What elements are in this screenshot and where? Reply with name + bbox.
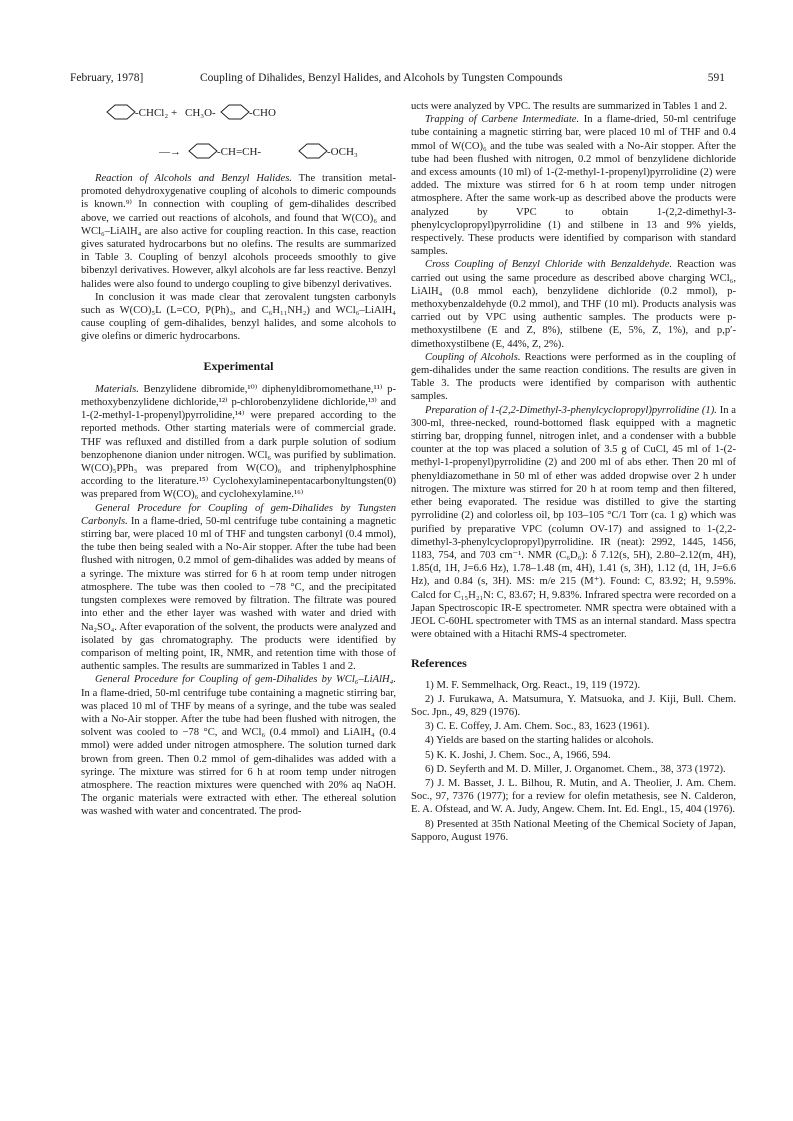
paragraph-text: Reaction was carried out using the same procedure as described above charging WCl₆, LiAlH₄ (0.8 mmol each), benzylidene dichloride (0.2 mmol), p-methoxybenzaldehyde (0.2 mmol), and THF (10 ml). Products analysis was carried out by VPC using authentic samples. The products were p-methoxystilbene (E and Z, 8%), stilbene (E, 5%, Z, 1%), and p,p′-dimethoxystilbene (E, 44%, Z, 2%). [411,259,736,350]
benzene-ring-2 [221,105,249,119]
paragraph-heading: General Procedure for Coupling of gem-Dihalides by Tungsten Carbonyls. [81,502,396,527]
header-date: February, 1978] [70,72,144,84]
paragraph-text: Reactions were performed as in the coupling of gem-dihalides under the same reaction conditions. The results are given in Table 3. The products were identified by comparison with authentic samples. [411,351,736,403]
section-title-experimental: Experimental [203,358,274,373]
paragraph-conclusion: In conclusion it was made clear that zerovalent tungsten carbonyls such as W(CO)₅L (L=CO, P(Ph)₃, and C₆H₁₁NH₂) and WCl₆–LiAlH₄ cause coupling of gem-dihalides, benzyl halides, and some alcohols to give olefins or dimeric hydrocarbons. [81,291,396,343]
scheme-text-5: -OCH₃ [327,146,358,158]
reference-item: 2) J. Furukawa, A. Matsumura, Y. Matsuoka, and J. Kiji, Bull. Chem. Soc. Jpn., 49, 829 (1976). [411,693,736,718]
references-list [411,679,736,844]
scheme-text-3: -CHO [249,107,276,119]
paragraph-text: The transition metal-promoted dehydroxygenative coupling of alcohols to dimeric compounds is known.⁹⁾ In connection with coupling of gem-dihalides described above, we carried out reactions of alcohols, and found that W(CO)₆ and WCl₆–LiAlH₄ are also active for coupling reaction. In this case, reaction gives saturated hydrocarbons but no olefins. The results are summarized in Table 3. Coupling of benzyl alcohols proceeds smoothly to give bibenzyl derivatives. However, alkyl alcohols are far less reactive. Benzyl halides were also found to undergo coupling to give bibenzyl derivatives. [81,173,396,290]
benzene-ring-1 [107,105,135,119]
paragraph-trapping [411,113,736,258]
paragraph-text: In a flame-dried, 50-ml centrifuge tube containing a magnetic stirring bar, were placed 10 ml of THF and tungsten carbonyl (0.4 mmol), the tube then being sealed with a No-Air stopper. After the tube had been flushed with nitrogen, 0.2 mmol of gem-dihalides was added by means of a syringe. The mixture was stirred for 6 h at room temp under nitrogen atmosphere. The tube was then cooled to −78 °C, and the precipitated tungsten complexes were removed by filtration. The filtrate was poured into ether and the ether layer was washed with water and dried with Na₂SO₄. After evaporation of the solvent, the products were analyzed and isolated by gas chromatography. The products were identified by comparison of melting point, IR, NMR, and retention time with those of authentic samples. The results are summarized in Tables 1 and 2. [81,515,396,673]
paragraph-text: In a flame-dried, 50-ml centrifuge tube containing a magnetic stirring bar, was placed 10 ml of THF by means of a syringe, and the tube was sealed with a No-Air stopper. After the tube had been flushed with nitrogen, the solvent was cooled to −78 °C, and WCl₆ (0.4 mmol) and LiAlH₄ (0.4 mmol) were added under nitrogen atmosphere. The solution turned dark brown from green. Then 0.2 mmol of gem-dihalides was added with a syringe. The mixture was stirred for 6 h at room temp under nitrogen atmosphere. The reaction mixtures were quenched with 20% aq NaOH. The organic materials were extracted with ether. The ethereal solution was washed with water and concentrated. The prod- [81,687,396,818]
paragraph-heading: Cross Coupling of Benzyl Chloride with Benzaldehyde. [425,259,673,271]
running-header [70,72,725,88]
header-title: Coupling of Dihalides, Benzyl Halides, and Alcohols by Tungsten Compounds [200,72,563,84]
paragraph-text: In a flame-dried, 50-ml centrifuge tube containing a magnetic stirring bar, were placed 10 ml of THF and 0.4 mmol of W(CO)₆ and the tube was sealed with a No-Air stopper. After the tube had been flushed with nitrogen, 0.2 mmol of benzylidene dichloride and excess amounts (10 ml) of 1-(2-methyl-1-propenyl)pyrrolidine (2) were added. The mixture was stirred for 6 h at room temp under nitrogen atmosphere. After the same work-up as described above the products were analyzed by VPC to obtain 1-(2,2-dimethyl-3-phenylcyclopropyl)pyrrolidine (1) and stilbene in 13 and 9% yields, respectively. These products were identified by comparison with standard samples. [411,114,736,258]
reference-item: 3) C. E. Coffey, J. Am. Chem. Soc., 83, 1623 (1961). [425,721,650,733]
paragraph-text: In a 300-ml, three-necked, round-bottomed flask equipped with a magnetic stirring bar, dropping funnel, nitrogen inlet, and a condenser with a bubble counter at the top was placed a solution of 3.5 g of CuCl, 45 ml of 1-(2-methyl-1-propenyl)pyrrolidine (2) and 200 ml of abs ether. Then 20 ml of phenyldiazomethane in 50 ml of ether was added dropwise over 2 h under nitrogen. The mixture was stirred for 20 h at room temp and then filtered, ether being evaporated. The residue was distilled to give the starting pyrrolidine (2) and colorless oil, bp 103–105 °C/1 Torr (ca. 1 g) which was purified by preparative VPC (column OV-17) and assigned to 1-(2,2-dimethyl-3-phenylcyclopropyl)pyrrolidine. IR (neat): 2992, 1445, 1456, 1183, 754, and 703 cm⁻¹. NMR (C₆D₆): δ 7.12(s, 5H), 2.80–2.12(m, 4H), 1.85(d, 1H, J=6.6 Hz), 1.78–1.48 (m, 4H), 1.41 (s, 3H), 1.12 (d, 1H, J=6.6 Hz), and 0.84 (s, 3H). MS: m/e 215 (M⁺). Found: C, 83.92; H, 9.59%. Calcd for C₁₅H₂₁N: C, 83.67; H, 9.83%. Infrared spectra were recorded on a Japan Spectroscopic IR-E spectrometer. NMR spectra were obtained with a JEOL C-60HL spectrometer with TMS as an internal standard. Mass spectra were obtained with a Hitachi RMS-4 spectrometer. [411,404,736,641]
reference-item: 1) M. F. Semmelhack, Org. React., 19, 119 (1972). [425,679,641,691]
reaction-scheme-drawing [81,100,396,170]
references-title: References [411,656,467,671]
paragraph-heading: General Procedure for Coupling of gem-Dihalides by WCl₆–LiAlH₄. [95,674,396,686]
paragraph-heading: Reaction of Alcohols and Benzyl Halides. [95,173,292,184]
scheme-arrow: —→ [159,146,181,158]
scheme-text-1: -CHCl₂ [135,107,169,119]
reaction-scheme [81,100,396,170]
paragraph-materials [81,383,396,502]
paragraph-text: Benzylidene dibromide,¹⁰⁾ diphenyldibromomethane,¹¹⁾ p-methoxybenzylidene dichloride,¹²⁾ p-chlorobenzylidene dichloride,¹³⁾ and 1-(2-methyl-1-propenyl)pyrrolidine,¹⁴⁾ were prepared according to the reported methods. Other starting materials were of commercial grade. THF was refluxed and distilled from a dark purple solution of sodium benzophenone dianion under nitrogen. WCl₆ was purified by sublimation. W(CO)₅PPh₃ was prepared from W(CO)₆ and triphenylphosphine according to the literature.¹⁵⁾ Cyclohexylaminepentacarbonyltungsten(0) was prepared from W(CO)₆ and cyclohexylamine.¹⁶⁾ [81,383,396,501]
right-column [411,100,736,845]
benzene-ring-3 [189,144,217,158]
reference-item: 8) Presented at 35th National Meeting of the Chemical Society of Japan, Sapporo, August 1976. [411,818,736,843]
left-column [81,100,396,819]
paragraph-heading: Materials. [95,383,139,395]
page-number: 591 [707,72,725,84]
paragraph-heading: Coupling of Alcohols. [425,351,521,363]
benzene-ring-4 [299,144,327,158]
reference-item: 4) Yields are based on the starting halides or alcohols. [425,735,654,747]
scheme-text-2: CH₃O- [185,107,216,119]
paragraph-heading: Trapping of Carbene Intermediate. [425,114,580,126]
paragraph-procedure-wcl6 [81,673,396,818]
paragraph-continued: ucts were analyzed by VPC. The results are summarized in Tables 1 and 2. [411,101,728,112]
paragraph-alcohols [81,172,396,291]
paragraph-cross-coupling [411,258,736,350]
paragraph-preparation [411,404,736,642]
reference-item: 5) K. K. Joshi, J. Chem. Soc., A, 1966, 594. [425,749,611,761]
paragraph-alcohol-coupling [411,351,736,404]
scheme-text-4: -CH=CH- [217,146,262,158]
scheme-plus: + [171,107,178,119]
paragraph-procedure-carbonyls [81,502,396,674]
reference-item: 6) D. Seyferth and M. D. Miller, J. Organomet. Chem., 38, 373 (1972). [425,763,726,775]
paragraph-heading: Preparation of 1-(2,2-Dimethyl-3-phenylcyclopropyl)pyrrolidine (1). [425,404,717,416]
reference-item: 7) J. M. Basset, J. L. Bilhou, R. Mutin, and A. Theolier, J. Am. Chem. Soc., 97, 7376 (1977); for a review for olefin metathesis, see N. Calderon, E. A. Ofstead, and W. A. Judy, Angew. Chem. Int. Ed. Engl., 15, 404 (1976). [411,777,736,816]
